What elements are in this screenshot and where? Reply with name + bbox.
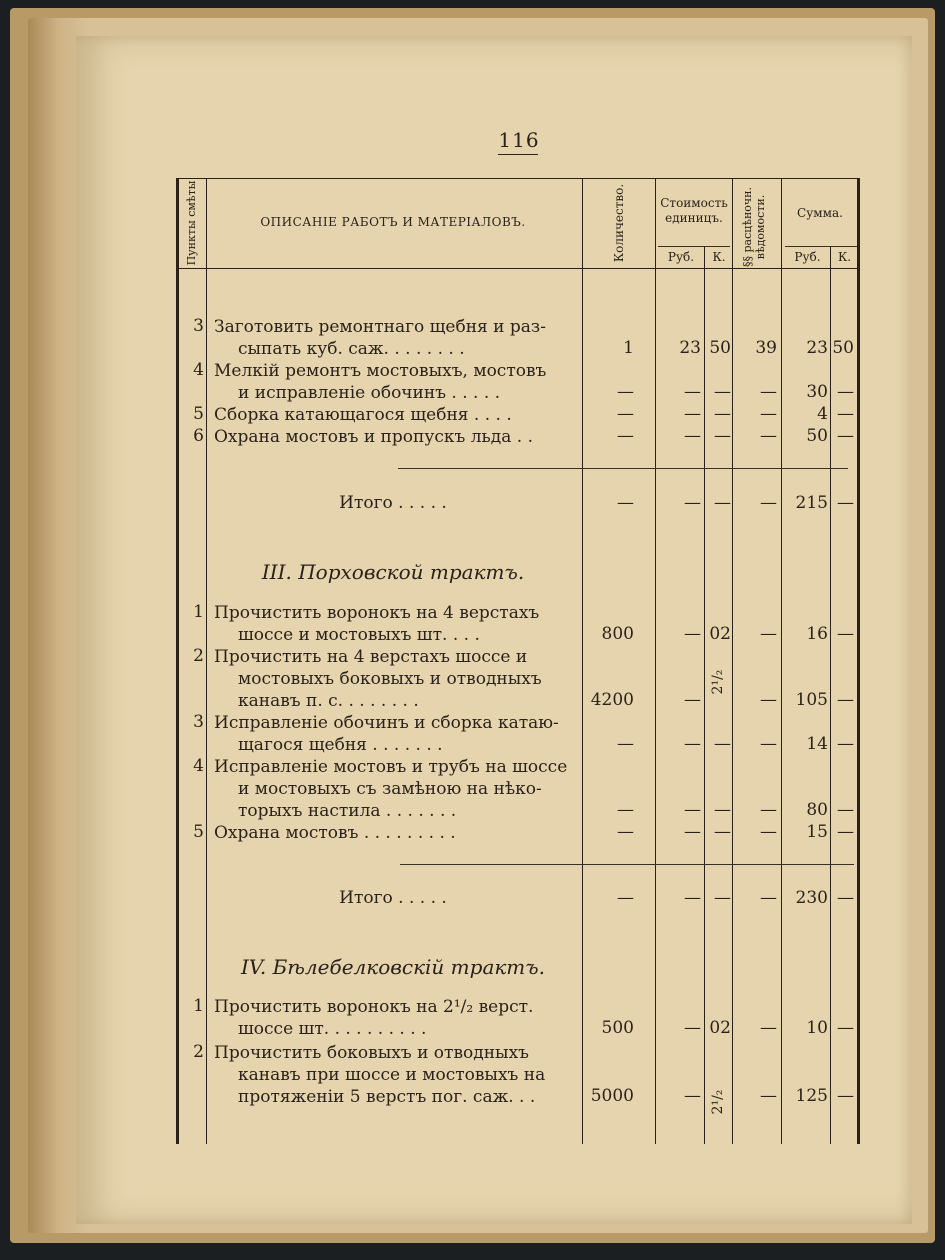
item-description [214, 712, 572, 756]
item-description [214, 646, 572, 712]
unit-rub-cell: — [684, 1086, 701, 1106]
header-quantity: Количество. [612, 183, 626, 263]
sum-kop-cell: — [837, 734, 854, 754]
sum-rub-cell: 23 [806, 338, 828, 358]
sum-kop-cell: — [837, 493, 854, 513]
sum-kop-cell: — [837, 624, 854, 644]
header-ved-line2: вѣдомости. [754, 194, 767, 260]
unit-kop-cell: — [714, 493, 731, 513]
ved-cell: — [760, 624, 777, 644]
unit-rub-cell: 23 [679, 338, 701, 358]
quantity-cell: — [617, 888, 634, 908]
description-line: мостовыхъ боковыхъ и отводныхъ [238, 669, 542, 689]
header-items: Пункты смѣты [185, 180, 198, 266]
sum-rub-cell: 50 [806, 426, 828, 446]
quantity-cell: 1 [623, 338, 634, 358]
sum-kop-cell: 50 [832, 338, 854, 358]
quantity-cell: — [617, 404, 634, 424]
description-line: и мостовыхъ съ замѣною на нѣко- [238, 779, 542, 799]
description-line: Прочистить воронокъ на 4 верстахъ [214, 603, 540, 623]
quantity-cell: — [617, 800, 634, 820]
item-number: 5 [193, 404, 204, 424]
item-number: 6 [193, 426, 204, 446]
quantity-cell: — [617, 734, 634, 754]
sum-rub-col-rule [830, 246, 831, 1144]
sum-rub-cell: 14 [806, 734, 828, 754]
item-description [214, 404, 572, 426]
description-line: и исправленіе обочинъ . . . . . [238, 383, 501, 403]
item-number: 3 [193, 316, 204, 336]
description-line: сыпать куб. саж. . . . . . . . [238, 339, 465, 359]
description-col-rule [582, 178, 583, 1144]
item-description [214, 316, 572, 360]
description-line: канавъ при шоссе и мостовыхъ на [238, 1065, 546, 1085]
unit-kop-cell: — [714, 426, 731, 446]
ved-cell: — [760, 404, 777, 424]
sum-rub-cell: 16 [806, 624, 828, 644]
ved-cell: — [760, 690, 777, 710]
description-line: Прочистить воронокъ на 2¹/₂ верст. [214, 997, 534, 1017]
sum-kop-cell: — [837, 800, 854, 820]
ved-cell: 39 [755, 338, 777, 358]
header-sum-rub: Руб. [794, 250, 821, 264]
sum-rub-cell: 4 [817, 404, 828, 424]
item-description [214, 602, 572, 646]
sum-rub-cell: 230 [795, 888, 828, 908]
description-line: Охрана мостовъ . . . . . . . . . [214, 823, 456, 843]
sum-kop-cell: — [837, 822, 854, 842]
header-unit-cost: Стоимость единицъ. [660, 196, 728, 225]
unit-kop-cell: — [714, 822, 731, 842]
unit-rub-cell: — [684, 382, 701, 402]
ved-cell: — [760, 382, 777, 402]
description-line: Охрана мостовъ и пропускъ льда . . [214, 427, 533, 447]
description-line: щагося щебня . . . . . . . [238, 735, 443, 755]
sum-rub-cell: 215 [795, 493, 828, 513]
sum-kop-cell: — [837, 404, 854, 424]
description-line: канавъ п. с. . . . . . . . [238, 691, 419, 711]
sum-rub-cell: 30 [806, 382, 828, 402]
item-number: 1 [193, 996, 204, 1016]
right-border [857, 178, 860, 1144]
ved-cell: — [760, 734, 777, 754]
ved-cell: — [760, 1086, 777, 1106]
unit-kop-cell: — [714, 404, 731, 424]
item-description [214, 756, 572, 822]
unit-rub-cell: — [684, 888, 701, 908]
header-description: ОПИСАНІЕ РАБОТЪ И МАТЕРІАЛОВЪ. [260, 215, 526, 229]
unit-kop-cell: 02 [709, 1018, 731, 1038]
unit-rub-cell: — [684, 822, 701, 842]
description-line: Заготовить ремонтнаго щебня и раз- [214, 317, 546, 337]
ved-cell: — [760, 800, 777, 820]
quantity-cell: 5000 [590, 1086, 634, 1106]
item-description [214, 996, 572, 1040]
unit-rub-cell: — [684, 734, 701, 754]
page-number: 116 [498, 128, 540, 152]
description-line: Сборка катающагося щебня . . . . [214, 405, 512, 425]
item-number: 1 [193, 602, 204, 622]
section-title-belebelka: IV. Бѣлебелковскій трактъ. [241, 955, 545, 979]
quantity-cell: 4200 [590, 690, 634, 710]
item-description [214, 360, 572, 404]
description-line: шоссе шт. . . . . . . . . . [238, 1019, 427, 1039]
unit-cost-subheader-rule [658, 246, 730, 247]
quantity-cell: — [617, 822, 634, 842]
unit-rub-cell: — [684, 690, 701, 710]
header-ved [741, 177, 767, 277]
quantity-cell: 800 [601, 624, 634, 644]
unit-kop-col-rule [732, 178, 733, 1144]
item-number: 2 [193, 1042, 204, 1062]
sum-kop-cell: — [837, 1086, 854, 1106]
unit-kop-cell: 2¹/₂ [710, 669, 726, 695]
sum-rub-cell: 80 [806, 800, 828, 820]
sum-kop-cell: — [837, 1018, 854, 1038]
sum-rub-cell: 15 [806, 822, 828, 842]
sum-kop-cell: — [837, 690, 854, 710]
item-description [214, 1042, 572, 1108]
unit-rub-cell: — [684, 404, 701, 424]
unit-rub-cell: — [684, 624, 701, 644]
description-line: Мелкій ремонтъ мостовыхъ, мостовъ [214, 361, 547, 381]
description-line: торыхъ настила . . . . . . . [238, 801, 457, 821]
items-col-rule [206, 178, 207, 1144]
sum-kop-cell: — [837, 382, 854, 402]
item-number: 5 [193, 822, 204, 842]
header-unit-kop: К. [712, 250, 726, 264]
quantity-cell: — [617, 493, 634, 513]
ved-cell: — [760, 888, 777, 908]
sum-rub-cell: 10 [806, 1018, 828, 1038]
unit-kop-cell: — [714, 382, 731, 402]
ved-cell: — [760, 822, 777, 842]
header-sum: Сумма. [797, 206, 843, 220]
unit-kop-cell: 2¹/₂ [710, 1089, 726, 1115]
unit-rub-cell: — [684, 493, 701, 513]
ved-col-rule [781, 178, 782, 1144]
sum-kop-cell: — [837, 888, 854, 908]
unit-kop-cell: 50 [709, 338, 731, 358]
unit-rub-cell: — [684, 426, 701, 446]
description-line: Исправленіе мостовъ и трубъ на шоссе [214, 757, 568, 777]
sum-rub-cell: 125 [795, 1086, 828, 1106]
item-number: 4 [193, 756, 204, 776]
section-title-porkhov: III. Порховской трактъ. [261, 560, 525, 584]
unit-rub-cell: — [684, 1018, 701, 1038]
description-line: шоссе и мостовыхъ шт. . . . [238, 625, 480, 645]
unit-rub-cell: — [684, 800, 701, 820]
sum-subheader-rule [785, 246, 857, 247]
unit-kop-cell: — [714, 734, 731, 754]
header-sum-kop: К. [837, 250, 852, 264]
description-line: Прочистить на 4 верстахъ шоссе и [214, 647, 528, 667]
item-number: 3 [193, 712, 204, 732]
quantity-cell: — [617, 382, 634, 402]
item-description [214, 426, 572, 448]
quantity-col-rule [655, 178, 656, 1144]
header-ved-line1: §§ расцѣночн. [741, 186, 754, 268]
itogo-label: Итого . . . . . [339, 888, 447, 908]
description-line: Исправленіе обочинъ и сборка катаю- [214, 713, 559, 733]
sum-kop-cell: — [837, 426, 854, 446]
description-line: протяженіи 5 верстъ пог. саж. . . [238, 1087, 536, 1107]
section-divider [398, 468, 848, 469]
item-number: 4 [193, 360, 204, 380]
ved-cell: — [760, 1018, 777, 1038]
header-unit-rub: Руб. [667, 250, 695, 264]
unit-rub-col-rule [704, 246, 705, 1144]
description-line: Прочистить боковыхъ и отводныхъ [214, 1043, 529, 1063]
left-border [176, 178, 179, 1144]
ved-cell: — [760, 493, 777, 513]
quantity-cell: 500 [601, 1018, 634, 1038]
item-description [214, 822, 572, 844]
unit-kop-cell: 02 [709, 624, 731, 644]
unit-kop-cell: — [714, 888, 731, 908]
quantity-cell: — [617, 426, 634, 446]
itogo-label: Итого . . . . . [339, 493, 447, 513]
sum-rub-cell: 105 [795, 690, 828, 710]
ved-cell: — [760, 426, 777, 446]
unit-kop-cell: — [714, 800, 731, 820]
item-number: 2 [193, 646, 204, 666]
section-divider [400, 864, 854, 865]
